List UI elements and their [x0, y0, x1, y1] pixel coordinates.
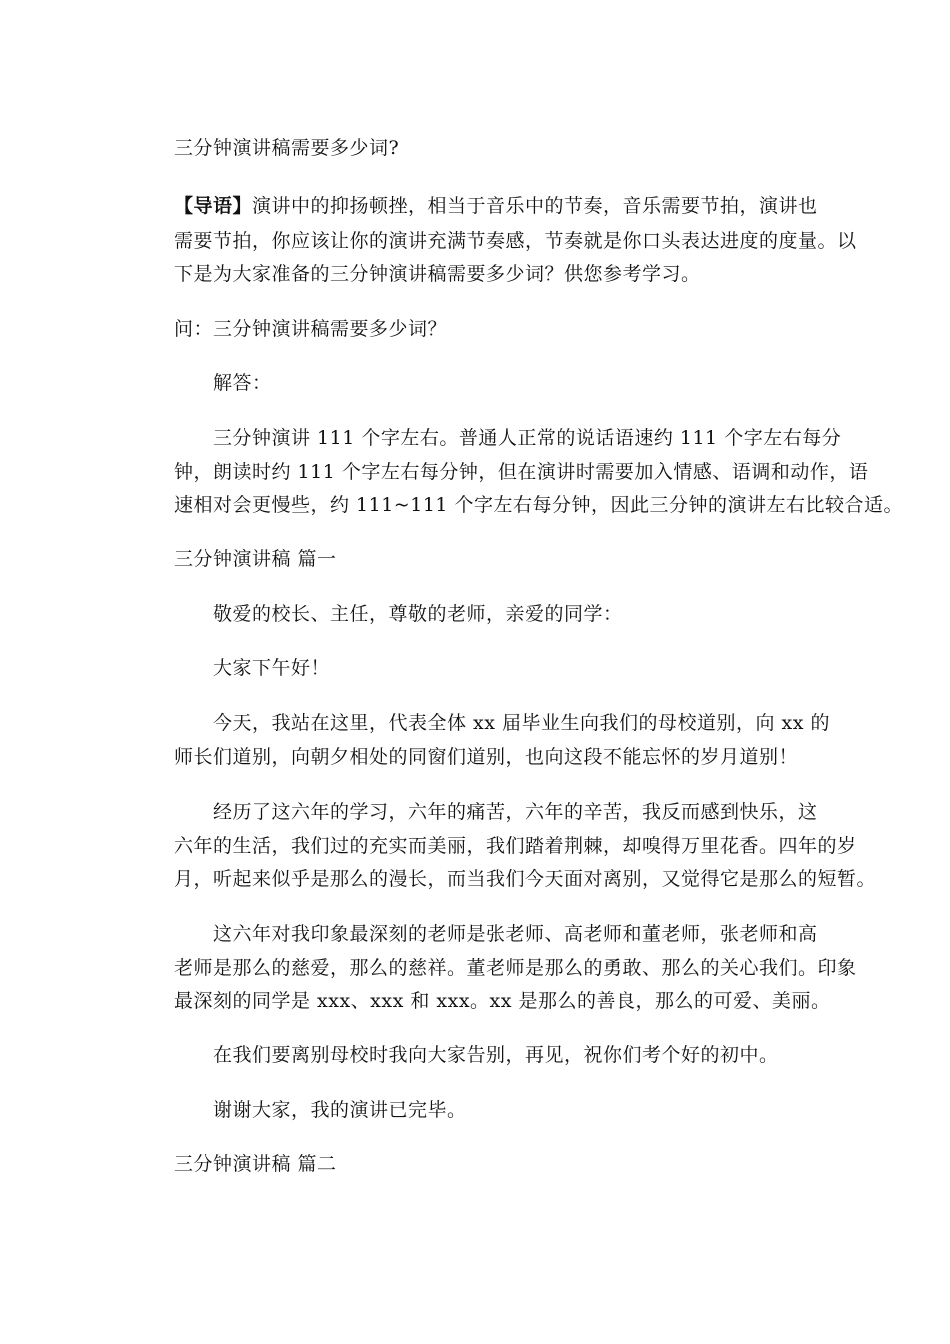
- intro-label: 【导语】: [174, 195, 253, 217]
- intro-line-3: 下是为大家准备的三分钟演讲稿需要多少词？供您参考学习。: [174, 263, 701, 285]
- salutation: 敬爱的校长、主任，尊敬的老师，亲爱的同学：: [213, 603, 623, 625]
- para2-line-2: 六年的生活，我们过的充实而美丽，我们踏着荆棘，却嗅得万里花香。四年的岁: [174, 835, 857, 857]
- para2-line-1: 经历了这六年的学习，六年的痛苦，六年的辛苦，我反而感到快乐，这: [213, 801, 818, 823]
- answer-line-2: 钟，朗读时约 111 个字左右每分钟，但在演讲时需要加入情感、语调和动作，语: [174, 461, 869, 483]
- section1-heading: 三分钟演讲稿 篇一: [174, 548, 337, 570]
- question: 问：三分钟演讲稿需要多少词？: [174, 318, 448, 340]
- para3-line-1: 这六年对我印象最深刻的老师是张老师、高老师和董老师，张老师和高: [213, 923, 818, 945]
- answer-line-3: 速相对会更慢些，约 111~111 个字左右每分钟，因此三分钟的演讲左右比较合适。: [174, 494, 904, 516]
- document-title: 三分钟演讲稿需要多少词?: [174, 137, 400, 159]
- answer-label: 解答：: [213, 372, 272, 394]
- para1-line-1: 今天，我站在这里，代表全体 xx 届毕业生向我们的母校道别，向 xx 的: [213, 712, 831, 734]
- intro-text-1: 演讲中的抑扬顿挫，相当于音乐中的节奏，音乐需要节拍，演讲也: [252, 195, 818, 217]
- greeting: 大家下午好！: [213, 657, 331, 679]
- answer-line-1: 三分钟演讲 111 个字左右。普通人正常的说话语速约 111 个字左右每分: [213, 427, 842, 449]
- intro-line-1: [174, 189, 824, 224]
- para1-line-2: 师长们道别，向朝夕相处的同窗们道别，也向这段不能忘怀的岁月道别！: [174, 746, 799, 768]
- para3-line-2: 老师是那么的慈爱，那么的慈祥。董老师是那么的勇敢、那么的关心我们。印象: [174, 957, 857, 979]
- intro-line-2: 需要节拍，你应该让你的演讲充满节奏感，节奏就是你口头表达进度的度量。以: [174, 230, 857, 252]
- para4: 在我们要离别母校时我向大家告别，再见，祝你们考个好的初中。: [213, 1044, 779, 1066]
- section2-heading: 三分钟演讲稿 篇二: [174, 1153, 337, 1175]
- para2-line-3: 月，听起来似乎是那么的漫长，而当我们今天面对离别，又觉得它是那么的短暂。: [174, 868, 877, 890]
- para3-line-3: 最深刻的同学是 xxx、xxx 和 xxx。xx 是那么的善良，那么的可爱、美丽。: [174, 990, 831, 1012]
- para5: 谢谢大家，我的演讲已完毕。: [213, 1099, 467, 1121]
